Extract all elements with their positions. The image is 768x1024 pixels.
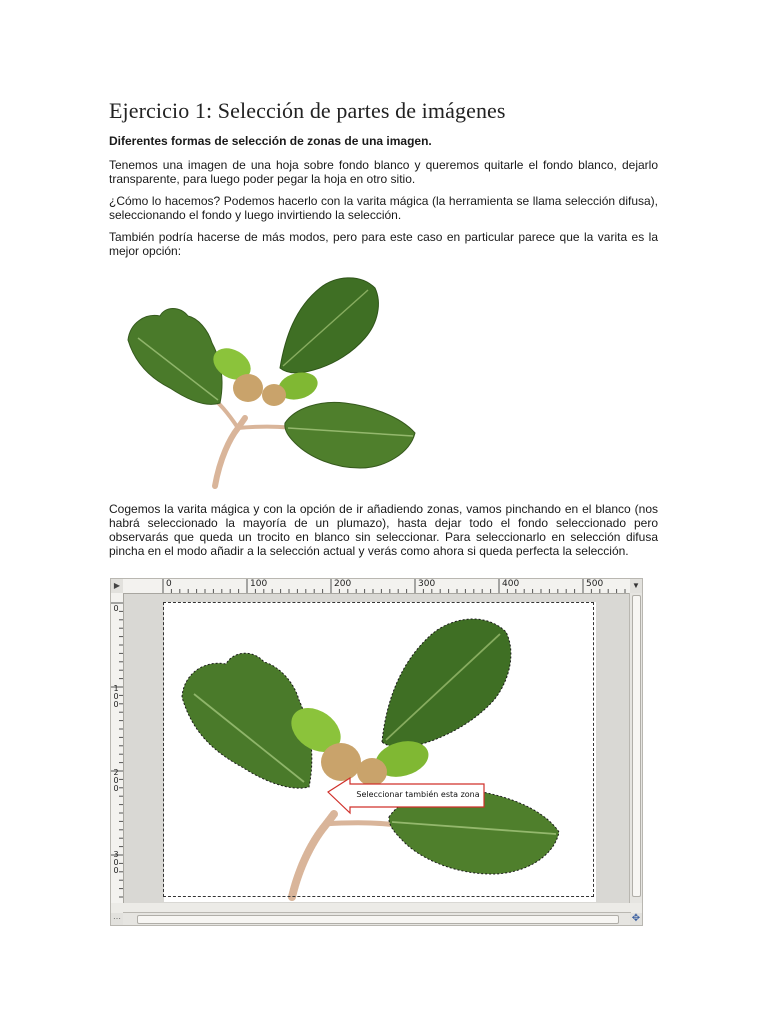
callout-label: Seleccionar también esta zona — [356, 790, 480, 799]
vertical-ruler[interactable] — [111, 593, 124, 903]
navigate-icon[interactable]: ✥ — [631, 913, 641, 924]
ruler-left-label: 200 — [113, 768, 119, 793]
paragraph-4: Cogemos la varita mágica y con la opción de ir añadiendo zonas, vamos pinchando en el blanco (nos habrá seleccionado la mayoría de un plumazo), hasta dejar todo el fondo seleccionado pero observarás que queda un trocito en blanco sin seleccionar. Para seleccionarlo en selección difusa pincha en el modo añadir a la selección actual y verás como ahora si queda perfecta la selección. — [109, 502, 658, 558]
ruler-top-label: 0 — [166, 579, 172, 589]
document-body — [109, 98, 658, 266]
vertical-scroll-thumb[interactable] — [632, 595, 641, 897]
ruler-top-label: 200 — [334, 579, 352, 589]
vertical-scrollbar[interactable] — [629, 593, 642, 903]
ruler-left-label: 0 — [113, 604, 119, 613]
ruler-left-label: 100 — [113, 684, 119, 709]
paragraph-3: También podría hacerse de más modos, pero para este caso en particular parece que la varita es la mejor opción: — [109, 230, 658, 258]
paragraph-1: Tenemos una imagen de una hoja sobre fondo blanco y queremos quitarle el fondo blanco, dejarlo transparente, para luego poder pegar la hoja en otro sitio. — [109, 158, 658, 186]
canvas-viewport[interactable] — [124, 594, 631, 903]
section-subtitle: Diferentes formas de selección de zonas de una imagen. — [109, 134, 432, 148]
paragraph-2: ¿Cómo lo hacemos? Podemos hacerlo con la varita mágica (la herramienta se llama selección difusa), seleccionando el fondo y luego invirtiendo la selección. — [109, 194, 658, 222]
horizontal-scroll-thumb[interactable] — [137, 915, 619, 924]
ruler-top-label: 300 — [418, 579, 436, 589]
selection-marquee — [163, 602, 594, 897]
ruler-left-label: 300 — [113, 850, 119, 875]
horizontal-ruler[interactable] — [123, 579, 631, 594]
document-body-2 — [109, 502, 658, 566]
navigate-arrow-icon[interactable]: ▼ — [630, 579, 642, 593]
ruler-top-label: 500 — [586, 579, 604, 589]
image-editor-window — [110, 578, 643, 926]
page-title: Ejercicio 1: Selección de partes de imágenes — [109, 98, 506, 123]
status-toggle-icon[interactable]: ⋯ — [113, 914, 121, 923]
ruler-top-label: 400 — [502, 579, 520, 589]
ruler-ticks — [123, 579, 631, 593]
quick-mask-toggle-icon[interactable]: ▶ — [111, 579, 123, 593]
horizontal-scrollbar[interactable] — [123, 912, 631, 925]
oak-branch-image — [120, 268, 420, 490]
ruler-top-label: 100 — [250, 579, 268, 589]
